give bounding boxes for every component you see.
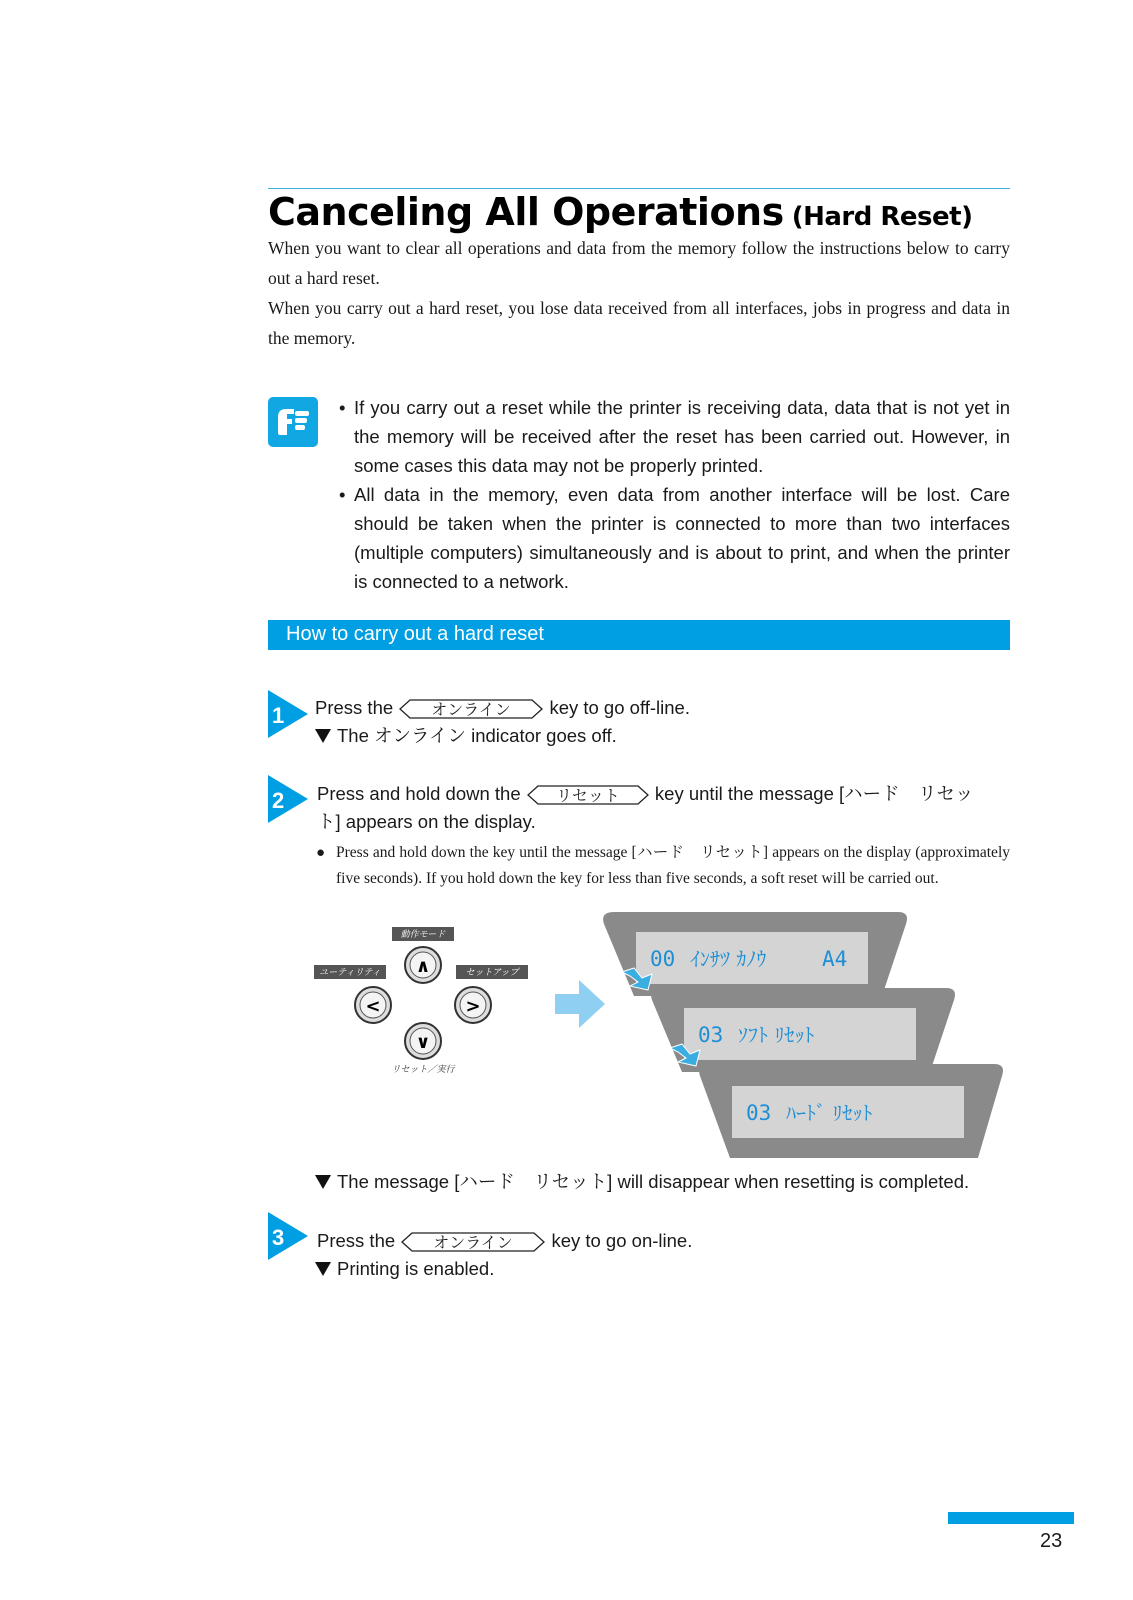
lcd-code: 00 [650, 947, 676, 971]
step-1-result [315, 724, 617, 748]
lcd-text: ﾊｰﾄﾞ ﾘｾｯﾄ [786, 1101, 873, 1125]
intro-paragraph-2: When you carry out a hard reset, you lose data received from all interfaces, jobs in progress and data in the memory. [268, 298, 1010, 348]
step-3-marker [268, 1212, 308, 1260]
reset-key-icon [526, 784, 650, 806]
result-arrow-icon [315, 729, 331, 743]
down-arrow-icon: ∨ [415, 1032, 431, 1053]
left-arrow-icon: < [365, 996, 381, 1017]
page-title [268, 190, 972, 234]
section-heading-bar [268, 620, 1010, 650]
step-number: 1 [272, 703, 285, 728]
title-main: Canceling All Operations [268, 190, 784, 234]
step-2-instruction [317, 782, 973, 806]
step-1-marker [268, 690, 308, 738]
note-item: • All data in the memory, even data from another interface will be lost. Care should be taken when the printer is connected to more than two interfaces (multiple computers) simultaneously and is about to print, and when the printer is connected to a network. [339, 484, 1010, 592]
panel-label-bottom: リセット／実行 [391, 1065, 455, 1075]
lcd-display-3 [699, 1064, 1003, 1158]
result-text: Printing is enabled. [337, 1258, 495, 1279]
panel-label-left: ユーティリティ [319, 968, 381, 978]
panel-label-right: セットアップ [465, 968, 519, 978]
step-text: key to go off-line. [549, 697, 690, 718]
lcd-text: ｿﾌﾄ ﾘｾｯﾄ [738, 1023, 815, 1047]
step-number: 2 [272, 788, 285, 813]
right-arrow-icon: > [465, 996, 481, 1017]
lcd-code: 03 [698, 1023, 724, 1047]
note-text: Press and hold down the key until the message [ハード リセット] appears on the display (approximately five seconds). If you hold down the key for less than five seconds, a soft reset will be carried out. [336, 844, 1010, 887]
step-2-result [315, 1170, 969, 1194]
lcd-display-sequence [600, 912, 1012, 1172]
note-list [338, 393, 1010, 596]
up-button[interactable] [405, 947, 441, 983]
up-arrow-icon: ∧ [415, 956, 431, 977]
step-text: Press the [315, 697, 394, 718]
step-text: Press and hold down the [317, 783, 521, 804]
panel-label-top: 動作モード [400, 930, 446, 940]
step-text: key to go on-line. [551, 1230, 693, 1251]
key-label: リセット [555, 786, 620, 806]
result-arrow-icon [315, 1175, 331, 1189]
step-number: 3 [272, 1225, 285, 1250]
page-number-bar [948, 1512, 1074, 1524]
lcd-extra: A4 [822, 947, 848, 971]
step-3-result [315, 1257, 494, 1281]
note-item: • If you carry out a reset while the printer is receiving data, data that is not yet in the memory will be received after the reset has been carried out. However, in some cases this data may not be properly printed. [339, 397, 1010, 476]
page-number: 23 [1040, 1530, 1063, 1552]
result-arrow-icon [315, 1262, 331, 1276]
step-3-instruction [317, 1229, 692, 1253]
step-text: ト] appears on the display. [317, 811, 536, 832]
section-heading: How to carry out a hard reset [286, 623, 544, 645]
step-2-marker [268, 775, 308, 823]
title-sub: (Hard Reset) [791, 202, 973, 232]
note-text: If you carry out a reset while the printer is receiving data, data that is not yet in the memory will be received after the reset has been carried out. However, in some cases this data may not be properly printed. [354, 397, 1010, 476]
note-text: All data in the memory, even data from another interface will be lost. Care should be taken when the printer is connected to more than two interfaces (multiple computers) simultaneously and is about to print, and when the printer is connected to a network. [354, 484, 1010, 592]
online-key-icon [398, 698, 544, 720]
right-button[interactable] [455, 987, 491, 1023]
result-text: The オンライン indicator goes off. [337, 725, 617, 746]
step-2-note [318, 840, 1010, 892]
step-1-instruction [315, 696, 690, 720]
online-key-icon [400, 1231, 546, 1253]
intro-paragraph-1: When you want to clear all operations and data from the memory follow the instructions below to carry out a hard reset. [268, 238, 1010, 288]
result-text: The message [ハード リセット] will disappear when resetting is completed. [337, 1171, 970, 1192]
lcd-code: 03 [746, 1101, 772, 1125]
lcd-text: ｲﾝｻﾂ ｶﾉｳ [690, 947, 767, 971]
step-2-instruction-cont [317, 810, 536, 834]
key-label: オンライン [433, 1233, 514, 1253]
key-label: オンライン [431, 700, 512, 720]
bullet-icon: ● [316, 845, 326, 861]
title-rule [268, 188, 1010, 189]
step-text: Press the [317, 1230, 396, 1251]
left-button[interactable] [355, 987, 391, 1023]
control-panel-diagram [312, 925, 532, 1085]
step-text: key until the message [ハード リセッ [654, 783, 974, 804]
down-reset-button[interactable] [405, 1023, 441, 1059]
memo-hand-icon [268, 397, 318, 447]
